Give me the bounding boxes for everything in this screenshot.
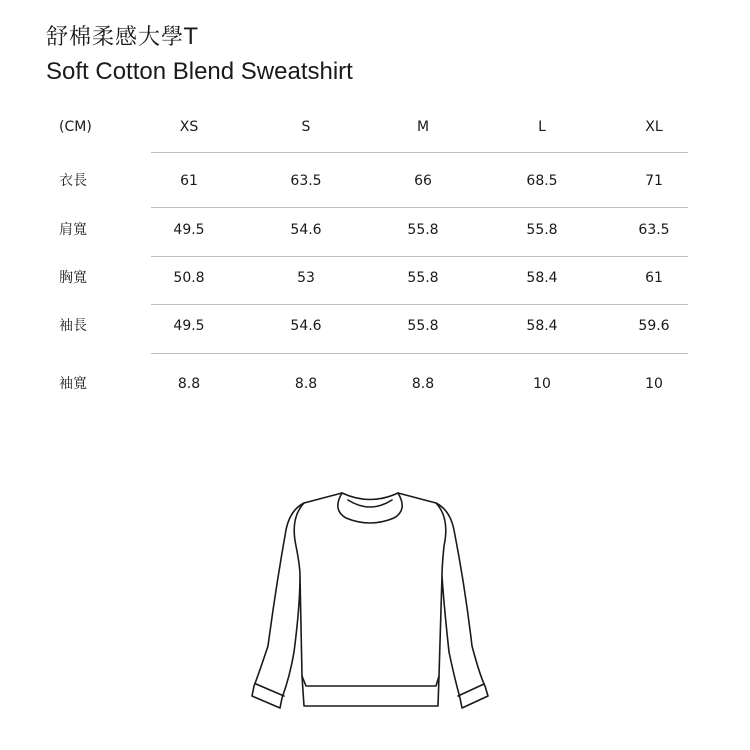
table-cell: 54.6 xyxy=(290,222,322,238)
size-header-xs: XS xyxy=(179,119,199,135)
product-title-english: Soft Cotton Blend Sweatshirt xyxy=(46,58,353,85)
table-divider xyxy=(151,304,688,305)
table-cell: 58.4 xyxy=(526,270,558,286)
row-label: 肩寬 xyxy=(59,222,87,238)
table-divider xyxy=(151,152,688,153)
table-cell: 71 xyxy=(645,173,663,189)
sweatshirt-outline-icon xyxy=(246,486,494,718)
table-cell: 50.8 xyxy=(173,270,205,286)
table-cell: 61 xyxy=(645,270,663,286)
table-cell: 63.5 xyxy=(638,222,670,238)
unit-label: (CM) xyxy=(59,119,92,135)
table-cell: 53 xyxy=(297,270,315,286)
size-header-l: L xyxy=(538,119,546,135)
table-cell: 61 xyxy=(180,173,198,189)
table-cell: 49.5 xyxy=(173,222,205,238)
table-cell: 55.8 xyxy=(407,222,439,238)
table-divider xyxy=(151,207,688,208)
row-label: 胸寬 xyxy=(59,270,87,286)
table-cell: 55.8 xyxy=(407,318,439,334)
table-cell: 66 xyxy=(414,173,432,189)
size-header-m: M xyxy=(416,119,430,135)
table-cell: 49.5 xyxy=(173,318,205,334)
table-divider xyxy=(151,256,688,257)
table-cell: 63.5 xyxy=(290,173,322,189)
table-cell: 10 xyxy=(645,376,663,392)
table-cell: 59.6 xyxy=(638,318,670,334)
row-label: 衣長 xyxy=(59,173,87,189)
table-cell: 55.8 xyxy=(407,270,439,286)
product-title-chinese: 舒棉柔感大學T xyxy=(46,25,199,50)
row-label: 袖長 xyxy=(59,318,87,334)
table-cell: 68.5 xyxy=(526,173,558,189)
table-cell: 55.8 xyxy=(526,222,558,238)
table-cell: 8.8 xyxy=(177,376,201,392)
table-cell: 8.8 xyxy=(411,376,435,392)
table-divider xyxy=(151,353,688,354)
table-cell: 58.4 xyxy=(526,318,558,334)
size-header-xl: XL xyxy=(645,119,663,135)
table-cell: 10 xyxy=(533,376,551,392)
size-header-s: S xyxy=(301,119,311,135)
row-label: 袖寬 xyxy=(59,376,87,392)
table-cell: 8.8 xyxy=(294,376,318,392)
table-cell: 54.6 xyxy=(290,318,322,334)
